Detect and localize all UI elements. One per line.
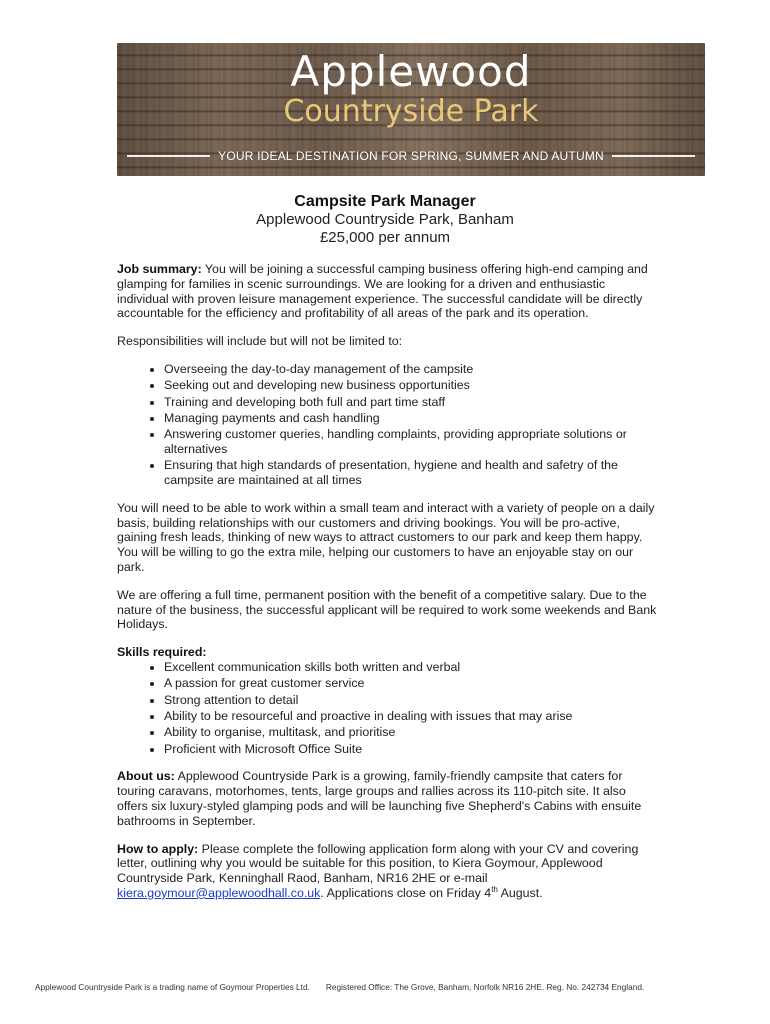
team-paragraph: You will need to be able to work within a small team and interact with a variety of people on a daily basis, building relationships with our customers and driving bookings. You will be pro-active, gaining fresh leads, thinking of new ways to attract customers to our park and keep them happy. You will be willing to go the extra mile, helping our customers to have an enjoyable stay on our park. <box>117 500 655 575</box>
list-item: • Proficient with Microsoft Office Suite <box>164 742 657 757</box>
banner-tagline-row <box>127 148 695 164</box>
banner-title: Applewood <box>290 47 532 96</box>
footer-registered-office: Registered Office: The Grove, Banham, Norfolk NR16 2HE. Reg. No. 242734 England. <box>325 982 645 992</box>
list-item: • A passion for great customer service <box>164 676 657 691</box>
list-item: • Strong attention to detail <box>164 693 657 708</box>
closing-date-month: August. <box>497 885 543 900</box>
job-location: Applewood Countryside Park, Banham <box>256 211 514 228</box>
list-item: • Managing payments and cash handling <box>164 411 657 426</box>
about-us-text: Applewood Countryside Park is a growing, family-friendly campsite that caters for touring caravans, motorhomes, tents, large groups and rallies across its 110-pitch site. It also offers six luxury-styled glamping pods and will be launching five Shepherd's Cabins with ensuite bathrooms in September. <box>117 769 642 828</box>
job-summary <box>117 262 657 321</box>
tagline-divider-right <box>612 155 695 157</box>
list-item: • Overseeing the day-to-day management of the campsite <box>164 362 657 377</box>
list-item: • Ensuring that high standards of presentation, hygiene and health and safetry of the campsite are maintained at all times <box>164 458 657 488</box>
responsibilities-list <box>117 362 657 488</box>
job-header <box>117 192 653 247</box>
job-description <box>117 262 657 914</box>
offer-paragraph: We are offering a full time, permanent position with the benefit of a competitive salary. Due to the nature of the business, the successful applicant will be required to work some weekends and Bank Holidays. <box>117 587 657 632</box>
email-link[interactable]: kiera.goymour@applewoodhall.co.uk <box>117 885 321 900</box>
closing-date-suffix: th <box>491 884 498 894</box>
page-footer <box>35 982 730 992</box>
list-item: • Seeking out and developing new business opportunities <box>164 378 657 393</box>
responsibilities-intro: Responsibilities will include but will not be limited to: <box>117 334 403 349</box>
about-us-label: About us: <box>117 769 175 784</box>
job-title: Campsite Park Manager <box>294 193 476 210</box>
closing-date-text: . Applications close on Friday 4 <box>320 885 492 900</box>
banner-tagline: YOUR IDEAL DESTINATION FOR SPRING, SUMMER AND AUTUMN <box>218 149 604 163</box>
list-item: • Training and developing both full and part time staff <box>164 395 657 410</box>
how-to-apply <box>117 842 657 901</box>
job-summary-text: You will be joining a successful camping business offering high-end camping and glamping for families in scenic surroundings. We are looking for a driven and enthusiastic individual with proven leisure management experience. The successful candidate will be directly accountable for the efficiency and profitability of all areas of the park and its operation. <box>117 262 648 321</box>
banner-subtitle: Countryside Park <box>283 94 539 129</box>
skills-list <box>117 660 657 756</box>
skills-heading: Skills required: <box>117 645 207 660</box>
job-salary: £25,000 per annum <box>319 229 451 246</box>
list-item: • Answering customer queries, handling complaints, providing appropriate solutions or alternatives <box>164 427 657 457</box>
list-item: • Excellent communication skills both written and verbal <box>164 660 657 675</box>
tagline-divider-left <box>127 155 210 157</box>
about-us <box>117 769 657 828</box>
list-item: • Ability to organise, multitask, and prioritise <box>164 725 657 740</box>
header-banner <box>117 43 705 176</box>
list-item: • Ability to be resourceful and proactive in dealing with issues that may arise <box>164 709 657 724</box>
how-to-apply-text: Please complete the following application form along with your CV and covering letter, outlining why you would be suitable for this position, to Kiera Goymour, Applewood Countryside Park, Kenninghall Raod, Banham, NR16 2HE or e-mail <box>117 841 639 886</box>
job-summary-label: Job summary: <box>117 262 202 276</box>
footer-trading-name: Applewood Countryside Park is a trading name of Goymour Properties Ltd. <box>35 982 310 992</box>
how-to-apply-label: How to apply: <box>117 841 199 856</box>
